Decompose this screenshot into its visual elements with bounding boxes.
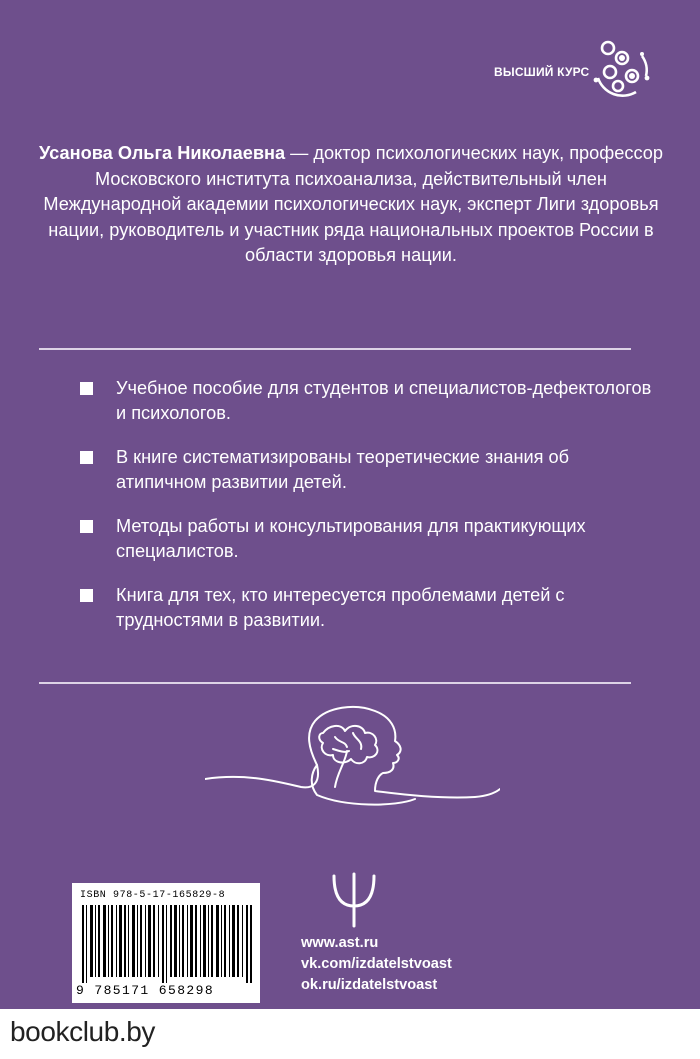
barcode-digits: 9 785171 658298 (76, 983, 215, 998)
list-item-text: Книга для тех, кто интересуется проблемами детей с трудностями в развитии. (116, 585, 565, 630)
barcode-bars-icon (82, 905, 252, 983)
watermark (0, 1009, 700, 1059)
author-bio-text: — доктор психологических наук, профессор Московского института психоанализа, действительный член Международной академии психологических наук, эксперт Лиги здоровья нации, руководитель и участник ряда национальных проектов России в области здоровья нации. (43, 143, 663, 265)
isbn-label: ISBN 978-5-17-165829-8 (80, 890, 226, 901)
link-website[interactable]: www.ast.ru (301, 935, 379, 951)
link-ok[interactable]: ok.ru/izdatelstvoast (301, 977, 438, 993)
publisher-links (301, 933, 452, 996)
list-item (80, 445, 660, 495)
list-item (80, 583, 660, 633)
square-bullet-icon (80, 382, 93, 395)
link-vk[interactable]: vk.com/izdatelstvoast (301, 956, 452, 972)
series-label: ВЫСШИЙ КУРС (494, 65, 590, 79)
feature-list (80, 376, 660, 652)
watermark-text: bookclub.by (10, 1016, 156, 1047)
barcode (72, 883, 260, 1003)
divider-top (39, 348, 631, 350)
author-name: Усанова Ольга Николаевна (39, 143, 286, 163)
author-bio (36, 141, 666, 269)
list-item (80, 514, 660, 564)
list-item-text: В книге систематизированы теоретические знания об атипичном развитии детей. (116, 447, 570, 492)
square-bullet-icon (80, 451, 93, 464)
psi-logo-icon (330, 872, 378, 928)
series-molecule-logo (590, 36, 654, 98)
head-with-brain-icon (205, 703, 500, 815)
list-item (80, 376, 660, 426)
square-bullet-icon (80, 589, 93, 602)
list-item-text: Методы работы и консультирования для практикующих специалистов. (116, 516, 586, 561)
divider-bottom (39, 682, 631, 684)
square-bullet-icon (80, 520, 93, 533)
list-item-text: Учебное пособие для студентов и специалистов-дефектологов и психологов. (116, 378, 652, 423)
